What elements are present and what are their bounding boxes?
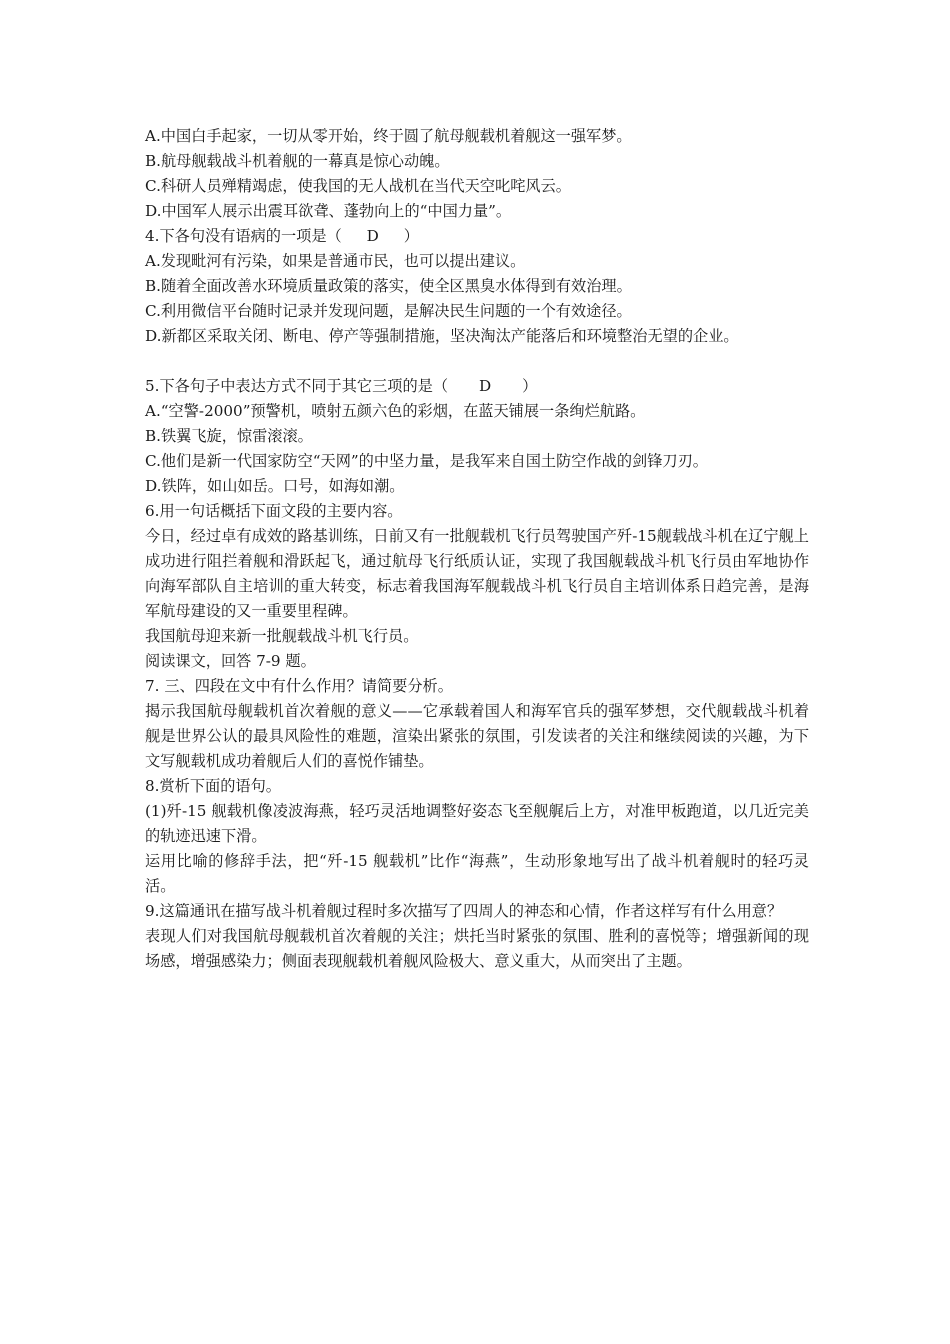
q4-option-b: B.随着全面改善水环境质量政策的落实，使全区黑臭水体得到有效治理。 xyxy=(145,277,632,295)
q5-stem-close: ） xyxy=(522,377,538,395)
q4-stem-close: ） xyxy=(403,227,419,245)
q6-answer: 我国航母迎来新一批舰载战斗机飞行员。 xyxy=(145,627,419,645)
q4-stem xyxy=(145,224,809,249)
q5-option-c: C.他们是新一代国家防空“天网”的中坚力量，是我军来自国土防空作战的剑锋刀刃。 xyxy=(145,452,708,470)
q5-option-d: D.铁阵，如山如岳。口号，如海如潮。 xyxy=(145,477,405,495)
q3-option-d: D.中国军人展示出震耳欲聋、蓬勃向上的“中国力量”。 xyxy=(145,202,512,220)
q5-stem-text: 5.下各句子中表达方式不同于其它三项的是（ xyxy=(145,377,449,395)
q5-option-b: B.铁翼飞旋，惊雷滚滚。 xyxy=(145,427,313,445)
blank-line xyxy=(145,349,809,374)
q4-stem-text: 4.下各句没有语病的一项是（ xyxy=(145,227,342,245)
q4-answer: D xyxy=(366,227,379,245)
q6-passage: 今日，经过卓有成效的路基训练，日前又有一批舰载机飞行员驾驶国产歼-15舰载战斗机在辽宁舰上成功进行阻拦着舰和滑跃起飞，通过航母飞行纸质认证，实现了我国舰载战斗机飞行员由军地协作向海军部队自主培训的重大转变，标志着我国海军舰载战斗机飞行员自主培训体系日趋完善，是海军航母建设的又一重要里程碑。 xyxy=(145,527,809,620)
reading-intro: 阅读课文，回答 7-9 题。 xyxy=(145,652,316,670)
q5-option-a: A.“空警-2000”预警机，喷射五颜六色的彩烟，在蓝天铺展一条绚烂航路。 xyxy=(145,402,646,420)
q3-option-c: C.科研人员殚精竭虑，使我国的无人战机在当代天空叱咤风云。 xyxy=(145,177,571,195)
q3-option-b: B.航母舰载战斗机着舰的一幕真是惊心动魄。 xyxy=(145,152,450,170)
q9-stem: 9.这篇通讯在描写战斗机着舰过程时多次描写了四周人的神态和心情，作者这样写有什么用意？ xyxy=(145,902,783,920)
q7-answer: 揭示我国航母舰载机首次着舰的意义——它承载着国人和海军官兵的强军梦想，交代舰载战斗机着舰是世界公认的最具风险性的难题，渲染出紧张的氛围，引发读者的关注和继续阅读的兴趣，为下文写舰载机成功着舰后人们的喜悦作铺垫。 xyxy=(145,702,809,770)
q8-stem: 8.赏析下面的语句。 xyxy=(145,777,281,795)
q6-stem: 6.用一句话概括下面文段的主要内容。 xyxy=(145,502,403,520)
q7-stem: 7. 三、四段在文中有什么作用？请简要分析。 xyxy=(145,677,453,695)
q4-option-c: C.利用微信平台随时记录并发现问题，是解决民生问题的一个有效途径。 xyxy=(145,302,632,320)
q9-answer: 表现人们对我国航母舰载机首次着舰的关注；烘托当时紧张的氛围、胜利的喜悦等；增强新闻的现场感，增强感染力；侧面表现舰载机着舰风险极大、意义重大，从而突出了主题。 xyxy=(145,927,809,970)
q4-option-d: D.新都区采取关闭、断电、停产等强制措施，坚决淘汰产能落后和环境整治无望的企业。 xyxy=(145,327,739,345)
q5-answer: D xyxy=(478,377,492,395)
q4-option-a: A.发现毗河有污染，如果是普通市民，也可以提出建议。 xyxy=(145,252,526,270)
q8-sentence: (1)歼-15 舰载机像凌波海燕，轻巧灵活地调整好姿态飞至舰艉后上方，对准甲板跑道，以几近完美的轨迹迅速下滑。 xyxy=(145,802,809,845)
q5-stem xyxy=(145,374,809,399)
q8-answer: 运用比喻的修辞手法，把“歼-15 舰载机”比作“海燕”，生动形象地写出了战斗机着舰时的轻巧灵活。 xyxy=(145,852,809,895)
document-body xyxy=(145,124,809,974)
q3-option-a: A.中国白手起家，一切从零开始，终于圆了航母舰载机着舰这一强军梦。 xyxy=(145,127,632,145)
